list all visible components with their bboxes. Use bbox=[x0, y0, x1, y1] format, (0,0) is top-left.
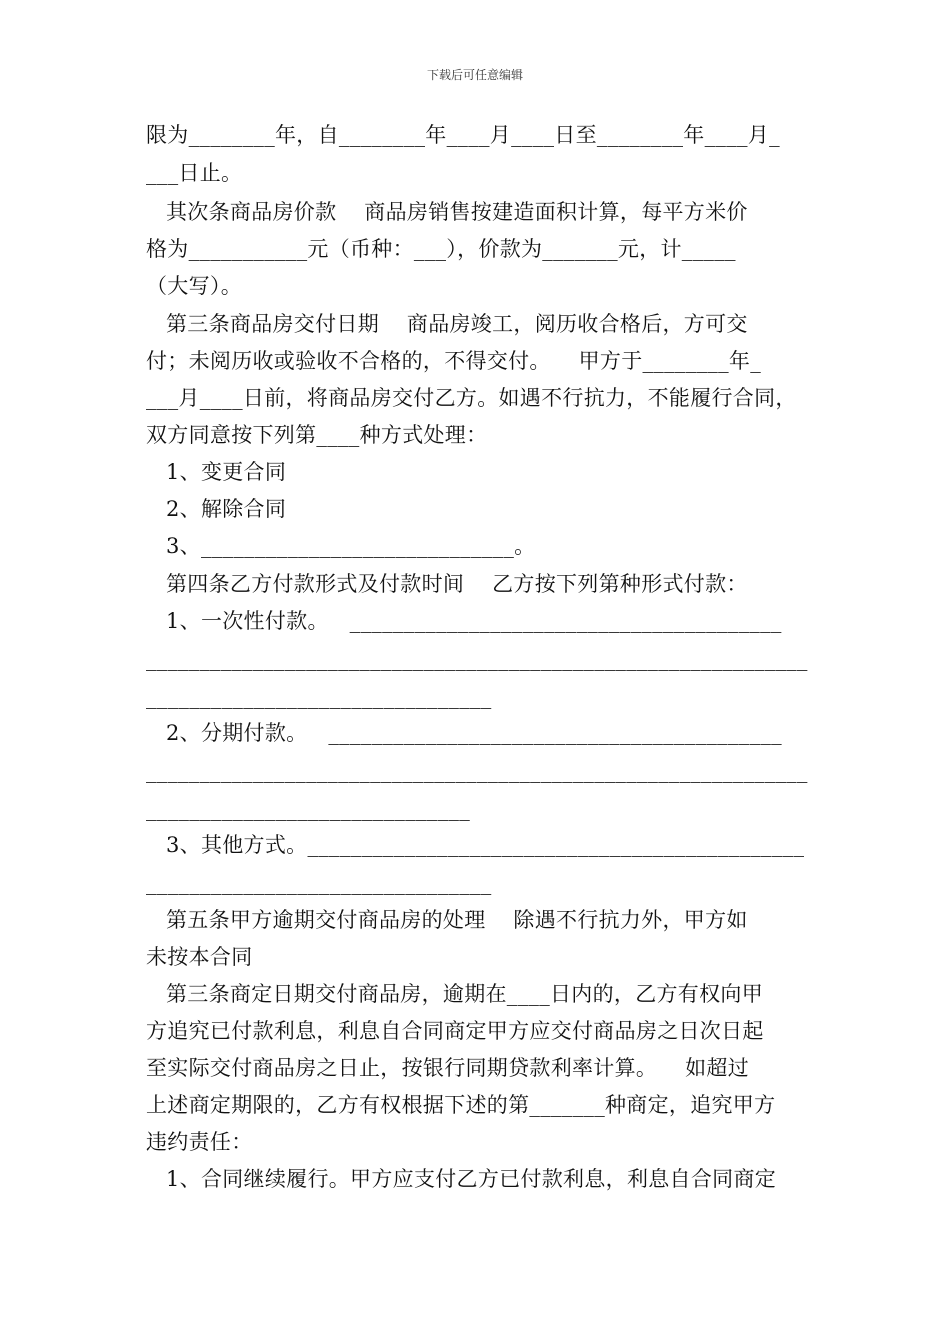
text-line: 1、合同继续履行。甲方应支付乙方已付款利息，利息自合同商定 bbox=[166, 1167, 777, 1191]
text-line: 1、变更合同 bbox=[166, 460, 287, 484]
text-line: 限为________年，自________年____月____日至________年____月_ bbox=[146, 123, 780, 147]
text-line: ________________________________ bbox=[146, 685, 492, 709]
text-line: 付；未阅历收或验收不合格的，不得交付。 甲方于________年_ bbox=[146, 349, 761, 373]
text-line: 3、_____________________________。 bbox=[166, 534, 536, 558]
text-line: ______________________________________________________________ bbox=[146, 647, 808, 671]
text-line: 其次条商品房价款 商品房销售按建造面积计算，每平方米价 bbox=[166, 200, 748, 224]
text-line: 格为___________元（币种：___），价款为_______元，计_____ bbox=[146, 237, 736, 261]
text-line: （大写）。 bbox=[146, 274, 242, 298]
text-line: 方追究已付款利息，利息自合同商定甲方应交付商品房之日次日起 bbox=[146, 1019, 764, 1043]
text-line: 1、一次性付款。 ________________________________________ bbox=[166, 609, 782, 633]
text-line: 第三条商定日期交付商品房，逾期在____日内的，乙方有权向甲 bbox=[166, 982, 763, 1006]
page-header-note: 下载后可任意编辑 bbox=[426, 68, 523, 82]
text-line: ___日止。 bbox=[146, 161, 243, 185]
text-line: 未按本合同 bbox=[146, 945, 253, 969]
text-line: ______________________________ bbox=[146, 797, 470, 821]
text-line: 2、分期付款。 __________________________________________ bbox=[166, 721, 782, 745]
text-line: 3、其他方式。______________________________________________ bbox=[166, 833, 805, 857]
text-line: ___月____日前，将商品房交付乙方。如遇不行抗力，不能履行合同， bbox=[146, 386, 797, 410]
text-line: ______________________________________________________________ bbox=[146, 759, 808, 783]
text-line: 双方同意按下列第____种方式处理： bbox=[146, 423, 488, 447]
text-line: 第五条甲方逾期交付商品房的处理 除遇不行抗力外，甲方如 bbox=[166, 908, 748, 932]
text-line: 至实际交付商品房之日止，按银行同期贷款利率计算。 如超过 bbox=[146, 1056, 749, 1080]
text-line: ________________________________ bbox=[146, 871, 492, 895]
text-line: 上述商定期限的，乙方有权根据下述的第_______种商定，追究甲方 bbox=[146, 1093, 776, 1117]
text-line: 第三条商品房交付日期 商品房竣工，阅历收合格后，方可交 bbox=[166, 312, 748, 336]
text-line: 2、解除合同 bbox=[166, 497, 287, 521]
text-line: 违约责任： bbox=[146, 1130, 253, 1154]
text-line: 第四条乙方付款形式及付款时间 乙方按下列第种形式付款： bbox=[166, 572, 748, 596]
